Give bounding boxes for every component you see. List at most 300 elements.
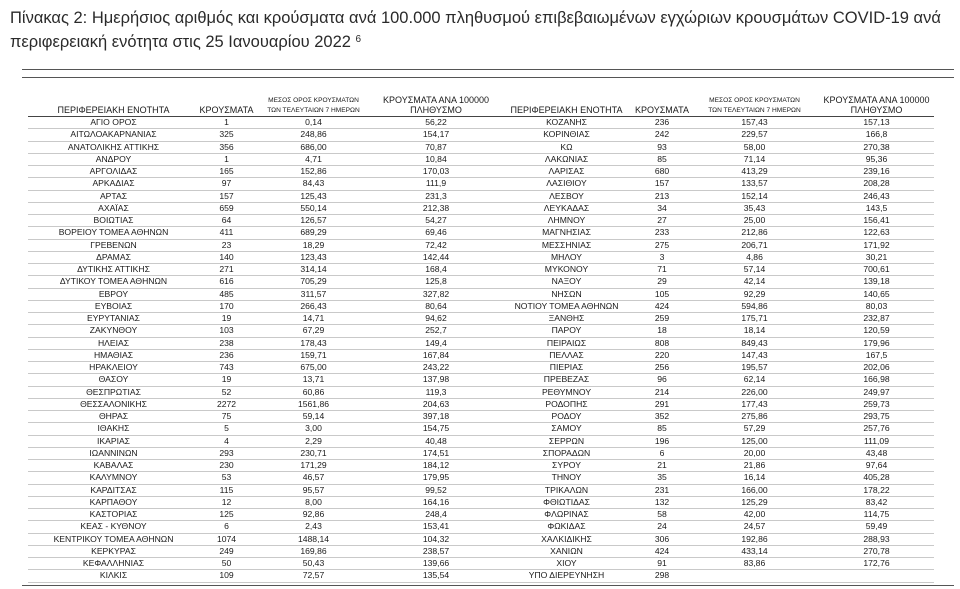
cell-region-right: ΞΑΝΘΗΣ bbox=[499, 313, 634, 325]
cell-region-left: ΓΡΕΒΕΝΩΝ bbox=[28, 239, 199, 251]
cell-cases-right: 680 bbox=[634, 166, 690, 178]
cell-per100k-right: 270,78 bbox=[819, 545, 934, 557]
cell-region-left: ΘΑΣΟΥ bbox=[28, 374, 199, 386]
cell-per100k-left: 167,84 bbox=[373, 349, 499, 361]
cell-cases-left: 157 bbox=[199, 190, 254, 202]
cell-region-left: ΘΗΡΑΣ bbox=[28, 411, 199, 423]
cell-cases-left: 236 bbox=[199, 349, 254, 361]
cell-region-left: ΖΑΚΥΝΘΟΥ bbox=[28, 325, 199, 337]
cell-region-left: ΒΟΙΩΤΙΑΣ bbox=[28, 215, 199, 227]
table-row bbox=[28, 251, 934, 263]
cell-avg7-right: 212,86 bbox=[690, 227, 819, 239]
cell-avg7-right: 275,86 bbox=[690, 411, 819, 423]
cell-region-right: ΡΟΔΟΥ bbox=[499, 411, 634, 423]
cell-per100k-left: 154,17 bbox=[373, 129, 499, 141]
cell-region-left: ΔΡΑΜΑΣ bbox=[28, 251, 199, 263]
bottom-rule bbox=[22, 585, 954, 586]
cell-avg7-left: 152,86 bbox=[254, 166, 373, 178]
table-row bbox=[28, 300, 934, 312]
header-cases-right: ΚΡΟΥΣΜΑΤΑ bbox=[634, 96, 690, 117]
cell-avg7-right: 4,86 bbox=[690, 251, 819, 263]
cell-per100k-right: 178,22 bbox=[819, 484, 934, 496]
table-row bbox=[28, 472, 934, 484]
cell-cases-left: 238 bbox=[199, 337, 254, 349]
cell-avg7-left: 1488,14 bbox=[254, 533, 373, 545]
cell-region-left: ΙΚΑΡΙΑΣ bbox=[28, 435, 199, 447]
cell-per100k-left: 164,16 bbox=[373, 496, 499, 508]
cell-per100k-left: 238,57 bbox=[373, 545, 499, 557]
cell-avg7-right: 71,14 bbox=[690, 153, 819, 165]
cell-region-right: ΝΗΣΩΝ bbox=[499, 288, 634, 300]
cell-cases-right: 220 bbox=[634, 349, 690, 361]
cell-avg7-right: 125,00 bbox=[690, 435, 819, 447]
cell-per100k-right: 246,43 bbox=[819, 190, 934, 202]
cell-per100k-left: 154,75 bbox=[373, 423, 499, 435]
cell-avg7-left: 169,86 bbox=[254, 545, 373, 557]
cell-region-right: ΣΥΡΟΥ bbox=[499, 460, 634, 472]
cell-per100k-left: 397,18 bbox=[373, 411, 499, 423]
cell-cases-right: 233 bbox=[634, 227, 690, 239]
header-cases-left: ΚΡΟΥΣΜΑΤΑ bbox=[199, 96, 254, 117]
cell-avg7-right: 57,29 bbox=[690, 423, 819, 435]
cell-avg7-left: 8,00 bbox=[254, 496, 373, 508]
cell-per100k-right: 80,03 bbox=[819, 300, 934, 312]
cell-region-left: ΚΕΑΣ - ΚΥΘΝΟΥ bbox=[28, 521, 199, 533]
cell-cases-right: 256 bbox=[634, 362, 690, 374]
cell-cases-right: 157 bbox=[634, 178, 690, 190]
cell-avg7-left: 4,71 bbox=[254, 153, 373, 165]
cell-per100k-right: 249,97 bbox=[819, 386, 934, 398]
cell-region-left: ΔΥΤΙΚΟΥ ΤΟΜΕΑ ΑΘΗΝΩΝ bbox=[28, 276, 199, 288]
cell-cases-left: 2272 bbox=[199, 398, 254, 410]
cell-region-left: ΚΑΡΠΑΘΟΥ bbox=[28, 496, 199, 508]
cell-region-left: ΚΑΡΔΙΤΣΑΣ bbox=[28, 484, 199, 496]
cell-avg7-right: 25,00 bbox=[690, 215, 819, 227]
top-rule bbox=[22, 69, 954, 70]
cell-avg7-right: 83,86 bbox=[690, 558, 819, 570]
cell-per100k-left: 179,95 bbox=[373, 472, 499, 484]
cell-cases-right: 424 bbox=[634, 545, 690, 557]
cell-region-right: ΡΕΘΥΜΝΟΥ bbox=[499, 386, 634, 398]
covid-cases-table bbox=[28, 96, 934, 583]
cell-per100k-right: 700,61 bbox=[819, 264, 934, 276]
cell-cases-right: 85 bbox=[634, 423, 690, 435]
cell-per100k-right: 239,16 bbox=[819, 166, 934, 178]
cell-region-left: ΑΡΚΑΔΙΑΣ bbox=[28, 178, 199, 190]
cell-region-left: ΑΓΙΟ ΟΡΟΣ bbox=[28, 117, 199, 129]
cell-avg7-left: 95,57 bbox=[254, 484, 373, 496]
table-row bbox=[28, 533, 934, 545]
cell-per100k-left: 40,48 bbox=[373, 435, 499, 447]
cell-avg7-right: 42,00 bbox=[690, 509, 819, 521]
cell-region-left: ΘΕΣΣΑΛΟΝΙΚΗΣ bbox=[28, 398, 199, 410]
cell-avg7-left: 126,57 bbox=[254, 215, 373, 227]
table-row bbox=[28, 460, 934, 472]
cell-cases-left: 115 bbox=[199, 484, 254, 496]
cell-cases-left: 19 bbox=[199, 313, 254, 325]
header-per100k-line2: ΠΛΗΘΥΣΜΟ bbox=[850, 104, 903, 115]
cell-region-right: ΠΕΙΡΑΙΩΣ bbox=[499, 337, 634, 349]
cell-region-right: ΦΘΙΩΤΙΔΑΣ bbox=[499, 496, 634, 508]
cell-avg7-left: 13,71 bbox=[254, 374, 373, 386]
cell-avg7-right: 157,43 bbox=[690, 117, 819, 129]
cell-per100k-right: 156,41 bbox=[819, 215, 934, 227]
table-row bbox=[28, 325, 934, 337]
cell-avg7-right: 35,43 bbox=[690, 202, 819, 214]
header-avg7-right bbox=[690, 96, 819, 117]
cell-avg7-left: 550,14 bbox=[254, 202, 373, 214]
cell-avg7-right: 166,00 bbox=[690, 484, 819, 496]
table-header-row bbox=[28, 96, 934, 117]
header-avg7-line2: ΤΩΝ ΤΕΛΕΥΤΑΙΩΝ 7 ΗΜΕΡΩΝ bbox=[708, 106, 801, 114]
table-row bbox=[28, 129, 934, 141]
cell-per100k-left: 137,98 bbox=[373, 374, 499, 386]
cell-region-right: ΛΑΣΙΘΙΟΥ bbox=[499, 178, 634, 190]
cell-per100k-right: 95,36 bbox=[819, 153, 934, 165]
table-row bbox=[28, 349, 934, 361]
header-region-right: ΠΕΡΙΦΕΡΕΙΑΚΗ ΕΝΟΤΗΤΑ bbox=[499, 96, 634, 117]
table-row bbox=[28, 153, 934, 165]
cell-cases-right: 352 bbox=[634, 411, 690, 423]
cell-cases-right: 132 bbox=[634, 496, 690, 508]
cell-region-left: ΑΝΑΤΟΛΙΚΗΣ ΑΤΤΙΚΗΣ bbox=[28, 141, 199, 153]
cell-region-right: ΜΑΓΝΗΣΙΑΣ bbox=[499, 227, 634, 239]
cell-region-right: ΠΕΛΛΑΣ bbox=[499, 349, 634, 361]
cell-region-right: ΣΑΜΟΥ bbox=[499, 423, 634, 435]
cell-cases-left: 249 bbox=[199, 545, 254, 557]
cell-region-left: ΚΕΦΑΛΛΗΝΙΑΣ bbox=[28, 558, 199, 570]
cell-region-right: ΤΗΝΟΥ bbox=[499, 472, 634, 484]
cell-per100k-left: 135,54 bbox=[373, 570, 499, 582]
table-row bbox=[28, 423, 934, 435]
cell-per100k-right: 232,87 bbox=[819, 313, 934, 325]
cell-avg7-left: 230,71 bbox=[254, 447, 373, 459]
cell-per100k-right: 83,42 bbox=[819, 496, 934, 508]
cell-cases-left: 97 bbox=[199, 178, 254, 190]
cell-cases-left: 64 bbox=[199, 215, 254, 227]
table-row bbox=[28, 362, 934, 374]
cell-per100k-left: 10,84 bbox=[373, 153, 499, 165]
cell-region-left: ΑΧΑΪΑΣ bbox=[28, 202, 199, 214]
cell-per100k-left: 204,63 bbox=[373, 398, 499, 410]
cell-avg7-right: 18,14 bbox=[690, 325, 819, 337]
cell-cases-right: 35 bbox=[634, 472, 690, 484]
cell-per100k-right: 30,21 bbox=[819, 251, 934, 263]
cell-per100k-left: 212,38 bbox=[373, 202, 499, 214]
cell-region-right: ΥΠΟ ΔΙΕΡΕΥΝΗΣΗ bbox=[499, 570, 634, 582]
cell-avg7-right: 16,14 bbox=[690, 472, 819, 484]
table-row bbox=[28, 545, 934, 557]
cell-cases-left: 103 bbox=[199, 325, 254, 337]
cell-avg7-right: 20,00 bbox=[690, 447, 819, 459]
cell-cases-left: 109 bbox=[199, 570, 254, 582]
cell-avg7-right: 133,57 bbox=[690, 178, 819, 190]
cell-region-left: ΚΑΒΑΛΑΣ bbox=[28, 460, 199, 472]
cell-cases-left: 659 bbox=[199, 202, 254, 214]
table-row bbox=[28, 398, 934, 410]
cell-avg7-left: 59,14 bbox=[254, 411, 373, 423]
cell-per100k-left: 184,12 bbox=[373, 460, 499, 472]
cell-per100k-right: 114,75 bbox=[819, 509, 934, 521]
cell-cases-left: 1074 bbox=[199, 533, 254, 545]
cell-cases-left: 12 bbox=[199, 496, 254, 508]
table-body bbox=[28, 117, 934, 583]
cell-cases-right: 213 bbox=[634, 190, 690, 202]
cell-per100k-right: 140,65 bbox=[819, 288, 934, 300]
table-row bbox=[28, 411, 934, 423]
table-row bbox=[28, 239, 934, 251]
cell-region-right: ΠΙΕΡΙΑΣ bbox=[499, 362, 634, 374]
cell-per100k-right: 257,76 bbox=[819, 423, 934, 435]
cell-region-left: ΘΕΣΠΡΩΤΙΑΣ bbox=[28, 386, 199, 398]
cell-avg7-left: 14,71 bbox=[254, 313, 373, 325]
cell-cases-left: 125 bbox=[199, 509, 254, 521]
cell-cases-left: 1 bbox=[199, 117, 254, 129]
cell-per100k-left: 69,46 bbox=[373, 227, 499, 239]
cell-per100k-left: 125,8 bbox=[373, 276, 499, 288]
cell-per100k-left: 248,4 bbox=[373, 509, 499, 521]
table-row bbox=[28, 141, 934, 153]
cell-region-right: ΜΥΚΟΝΟΥ bbox=[499, 264, 634, 276]
cell-cases-right: 196 bbox=[634, 435, 690, 447]
cell-cases-right: 29 bbox=[634, 276, 690, 288]
cell-per100k-left: 168,4 bbox=[373, 264, 499, 276]
cell-region-left: ΗΛΕΙΑΣ bbox=[28, 337, 199, 349]
cell-avg7-right: 594,86 bbox=[690, 300, 819, 312]
cell-region-left: ΑΙΤΩΛΟΑΚΑΡΝΑΝΙΑΣ bbox=[28, 129, 199, 141]
cell-cases-right: 242 bbox=[634, 129, 690, 141]
cell-cases-right: 298 bbox=[634, 570, 690, 582]
cell-cases-left: 50 bbox=[199, 558, 254, 570]
table-row bbox=[28, 447, 934, 459]
cell-per100k-left: 94,62 bbox=[373, 313, 499, 325]
cell-cases-left: 6 bbox=[199, 521, 254, 533]
cell-cases-right: 6 bbox=[634, 447, 690, 459]
cell-per100k-left: 139,66 bbox=[373, 558, 499, 570]
cell-cases-left: 271 bbox=[199, 264, 254, 276]
cell-region-left: ΚΑΣΤΟΡΙΑΣ bbox=[28, 509, 199, 521]
cell-region-left: ΚΙΛΚΙΣ bbox=[28, 570, 199, 582]
table-row bbox=[28, 313, 934, 325]
cell-per100k-right: 139,18 bbox=[819, 276, 934, 288]
cell-avg7-left: 675,00 bbox=[254, 362, 373, 374]
cell-per100k-right: 143,5 bbox=[819, 202, 934, 214]
cell-cases-right: 306 bbox=[634, 533, 690, 545]
cell-region-left: ΑΝΔΡΟΥ bbox=[28, 153, 199, 165]
cell-region-left: ΚΕΡΚΥΡΑΣ bbox=[28, 545, 199, 557]
cell-per100k-right: 120,59 bbox=[819, 325, 934, 337]
cell-region-left: ΔΥΤΙΚΗΣ ΑΤΤΙΚΗΣ bbox=[28, 264, 199, 276]
cell-avg7-right: 42,14 bbox=[690, 276, 819, 288]
cell-cases-left: 5 bbox=[199, 423, 254, 435]
cell-per100k-right: 97,64 bbox=[819, 460, 934, 472]
cell-per100k-right: 43,48 bbox=[819, 447, 934, 459]
cell-region-right: ΣΠΟΡΑΔΩΝ bbox=[499, 447, 634, 459]
cell-region-left: ΙΩΑΝΝΙΝΩΝ bbox=[28, 447, 199, 459]
cell-region-right: ΦΛΩΡΙΝΑΣ bbox=[499, 509, 634, 521]
cell-per100k-right: 288,93 bbox=[819, 533, 934, 545]
cell-avg7-left: 18,29 bbox=[254, 239, 373, 251]
cell-per100k-right: 179,96 bbox=[819, 337, 934, 349]
cell-region-right: ΤΡΙΚΑΛΩΝ bbox=[499, 484, 634, 496]
cell-per100k-left: 80,64 bbox=[373, 300, 499, 312]
cell-region-right: ΦΩΚΙΔΑΣ bbox=[499, 521, 634, 533]
cell-region-left: ΕΥΡΥΤΑΝΙΑΣ bbox=[28, 313, 199, 325]
cell-per100k-left: 56,22 bbox=[373, 117, 499, 129]
cell-per100k-left: 243,22 bbox=[373, 362, 499, 374]
cell-cases-right: 259 bbox=[634, 313, 690, 325]
cell-per100k-right: 166,8 bbox=[819, 129, 934, 141]
cell-per100k-left: 149,4 bbox=[373, 337, 499, 349]
cell-cases-left: 75 bbox=[199, 411, 254, 423]
cell-per100k-left: 111,9 bbox=[373, 178, 499, 190]
cell-region-left: ΚΑΛΥΜΝΟΥ bbox=[28, 472, 199, 484]
cell-avg7-left: 3,00 bbox=[254, 423, 373, 435]
cell-cases-left: 293 bbox=[199, 447, 254, 459]
cell-per100k-left: 142,44 bbox=[373, 251, 499, 263]
cell-region-right: ΛΕΣΒΟΥ bbox=[499, 190, 634, 202]
header-avg7-line1: ΜΕΣΟΣ ΟΡΟΣ ΚΡΟΥΣΜΑΤΩΝ bbox=[709, 97, 800, 104]
cell-cases-left: 170 bbox=[199, 300, 254, 312]
table-row bbox=[28, 178, 934, 190]
cell-avg7-right: 21,86 bbox=[690, 460, 819, 472]
table-row bbox=[28, 227, 934, 239]
table-row bbox=[28, 484, 934, 496]
cell-cases-right: 96 bbox=[634, 374, 690, 386]
cell-region-right: ΣΕΡΡΩΝ bbox=[499, 435, 634, 447]
cell-region-right: ΜΗΛΟΥ bbox=[499, 251, 634, 263]
cell-region-right: ΧΑΝΙΩΝ bbox=[499, 545, 634, 557]
cell-region-right: ΚΩ bbox=[499, 141, 634, 153]
cell-region-left: ΙΘΑΚΗΣ bbox=[28, 423, 199, 435]
cell-region-right: ΛΑΡΙΣΑΣ bbox=[499, 166, 634, 178]
table-row bbox=[28, 264, 934, 276]
cell-region-right: ΡΟΔΟΠΗΣ bbox=[499, 398, 634, 410]
cell-cases-left: 616 bbox=[199, 276, 254, 288]
cell-per100k-left: 99,52 bbox=[373, 484, 499, 496]
table-row bbox=[28, 190, 934, 202]
cell-per100k-right: 270,38 bbox=[819, 141, 934, 153]
cell-avg7-left: 60,86 bbox=[254, 386, 373, 398]
cell-avg7-left: 2,29 bbox=[254, 435, 373, 447]
cell-per100k-left: 104,32 bbox=[373, 533, 499, 545]
table-row bbox=[28, 117, 934, 129]
cell-cases-left: 325 bbox=[199, 129, 254, 141]
table-row bbox=[28, 276, 934, 288]
cell-avg7-right: 147,43 bbox=[690, 349, 819, 361]
header-per100k-right bbox=[819, 96, 934, 117]
cell-cases-right: 214 bbox=[634, 386, 690, 398]
cell-per100k-left: 72,42 bbox=[373, 239, 499, 251]
cell-cases-right: 27 bbox=[634, 215, 690, 227]
cell-cases-left: 52 bbox=[199, 386, 254, 398]
cell-avg7-right: 92,29 bbox=[690, 288, 819, 300]
cell-cases-right: 58 bbox=[634, 509, 690, 521]
cell-avg7-right: 125,29 bbox=[690, 496, 819, 508]
header-per100k-line1: ΚΡΟΥΣΜΑΤΑ ΑΝΑ 100000 bbox=[383, 95, 489, 105]
cell-per100k-right: 259,73 bbox=[819, 398, 934, 410]
cell-per100k-right: 405,28 bbox=[819, 472, 934, 484]
cell-per100k-left: 170,03 bbox=[373, 166, 499, 178]
cell-region-right: ΧΑΛΚΙΔΙΚΗΣ bbox=[499, 533, 634, 545]
header-per100k-line2: ΠΛΗΘΥΣΜΟ bbox=[410, 104, 462, 115]
cell-region-right: ΝΑΞΟΥ bbox=[499, 276, 634, 288]
cell-avg7-right: 413,29 bbox=[690, 166, 819, 178]
table-caption bbox=[10, 6, 955, 54]
cell-avg7-left: 314,14 bbox=[254, 264, 373, 276]
cell-per100k-right: 202,06 bbox=[819, 362, 934, 374]
cell-cases-right: 105 bbox=[634, 288, 690, 300]
cell-avg7-left: 72,57 bbox=[254, 570, 373, 582]
cell-avg7-left: 50,43 bbox=[254, 558, 373, 570]
cell-avg7-right: 226,00 bbox=[690, 386, 819, 398]
cell-avg7-left: 171,29 bbox=[254, 460, 373, 472]
cell-region-left: ΕΒΡΟΥ bbox=[28, 288, 199, 300]
cell-avg7-right: 152,14 bbox=[690, 190, 819, 202]
cell-per100k-left: 231,3 bbox=[373, 190, 499, 202]
cell-avg7-right: 433,14 bbox=[690, 545, 819, 557]
cell-region-left: ΕΥΒΟΙΑΣ bbox=[28, 300, 199, 312]
cell-avg7-right: 175,71 bbox=[690, 313, 819, 325]
cell-per100k-right bbox=[819, 570, 934, 582]
caption-text: Πίνακας 2: Ημερήσιος αριθμός και κρούσματα ανά 100.000 πληθυσμού επιβεβαιωμένων εγχώριων κρουσμάτων COVID-19 ανά περιφερειακή ενότητα στις 25 Ιανουαρίου 2022 bbox=[10, 9, 941, 51]
header-avg7-line1: ΜΕΣΟΣ ΟΡΟΣ ΚΡΟΥΣΜΑΤΩΝ bbox=[268, 97, 359, 104]
cell-cases-right: 231 bbox=[634, 484, 690, 496]
cell-avg7-left: 1561,86 bbox=[254, 398, 373, 410]
table-row bbox=[28, 202, 934, 214]
cell-cases-left: 19 bbox=[199, 374, 254, 386]
table-row bbox=[28, 166, 934, 178]
cell-avg7-left: 689,29 bbox=[254, 227, 373, 239]
cell-per100k-right: 166,98 bbox=[819, 374, 934, 386]
cell-region-left: ΑΡΓΟΛΙΔΑΣ bbox=[28, 166, 199, 178]
table-row bbox=[28, 435, 934, 447]
cell-per100k-right: 208,28 bbox=[819, 178, 934, 190]
cell-avg7-left: 248,86 bbox=[254, 129, 373, 141]
cell-region-right: ΝΟΤΙΟΥ ΤΟΜΕΑ ΑΘΗΝΩΝ bbox=[499, 300, 634, 312]
cell-avg7-right: 229,57 bbox=[690, 129, 819, 141]
cell-cases-right: 93 bbox=[634, 141, 690, 153]
cell-avg7-left: 123,43 bbox=[254, 251, 373, 263]
cell-per100k-right: 293,75 bbox=[819, 411, 934, 423]
cell-region-right: ΜΕΣΣΗΝΙΑΣ bbox=[499, 239, 634, 251]
cell-cases-left: 165 bbox=[199, 166, 254, 178]
cell-per100k-left: 174,51 bbox=[373, 447, 499, 459]
cell-cases-left: 53 bbox=[199, 472, 254, 484]
cell-region-right: ΛΕΥΚΑΔΑΣ bbox=[499, 202, 634, 214]
cell-avg7-left: 84,43 bbox=[254, 178, 373, 190]
cell-avg7-right: 24,57 bbox=[690, 521, 819, 533]
cell-per100k-right: 171,92 bbox=[819, 239, 934, 251]
cell-per100k-right: 122,63 bbox=[819, 227, 934, 239]
cell-cases-right: 71 bbox=[634, 264, 690, 276]
header-per100k-left bbox=[373, 96, 499, 117]
table-row bbox=[28, 521, 934, 533]
cell-avg7-left: 67,29 bbox=[254, 325, 373, 337]
cell-per100k-right: 157,13 bbox=[819, 117, 934, 129]
cell-cases-right: 21 bbox=[634, 460, 690, 472]
cell-cases-left: 230 bbox=[199, 460, 254, 472]
cell-avg7-left: 46,57 bbox=[254, 472, 373, 484]
cell-avg7-right: 192,86 bbox=[690, 533, 819, 545]
cell-per100k-left: 70,87 bbox=[373, 141, 499, 153]
cell-region-right: ΠΡΕΒΕΖΑΣ bbox=[499, 374, 634, 386]
table-row bbox=[28, 570, 934, 582]
cell-cases-right: 424 bbox=[634, 300, 690, 312]
cell-cases-right: 236 bbox=[634, 117, 690, 129]
cell-avg7-right: 58,00 bbox=[690, 141, 819, 153]
cell-avg7-left: 2,43 bbox=[254, 521, 373, 533]
